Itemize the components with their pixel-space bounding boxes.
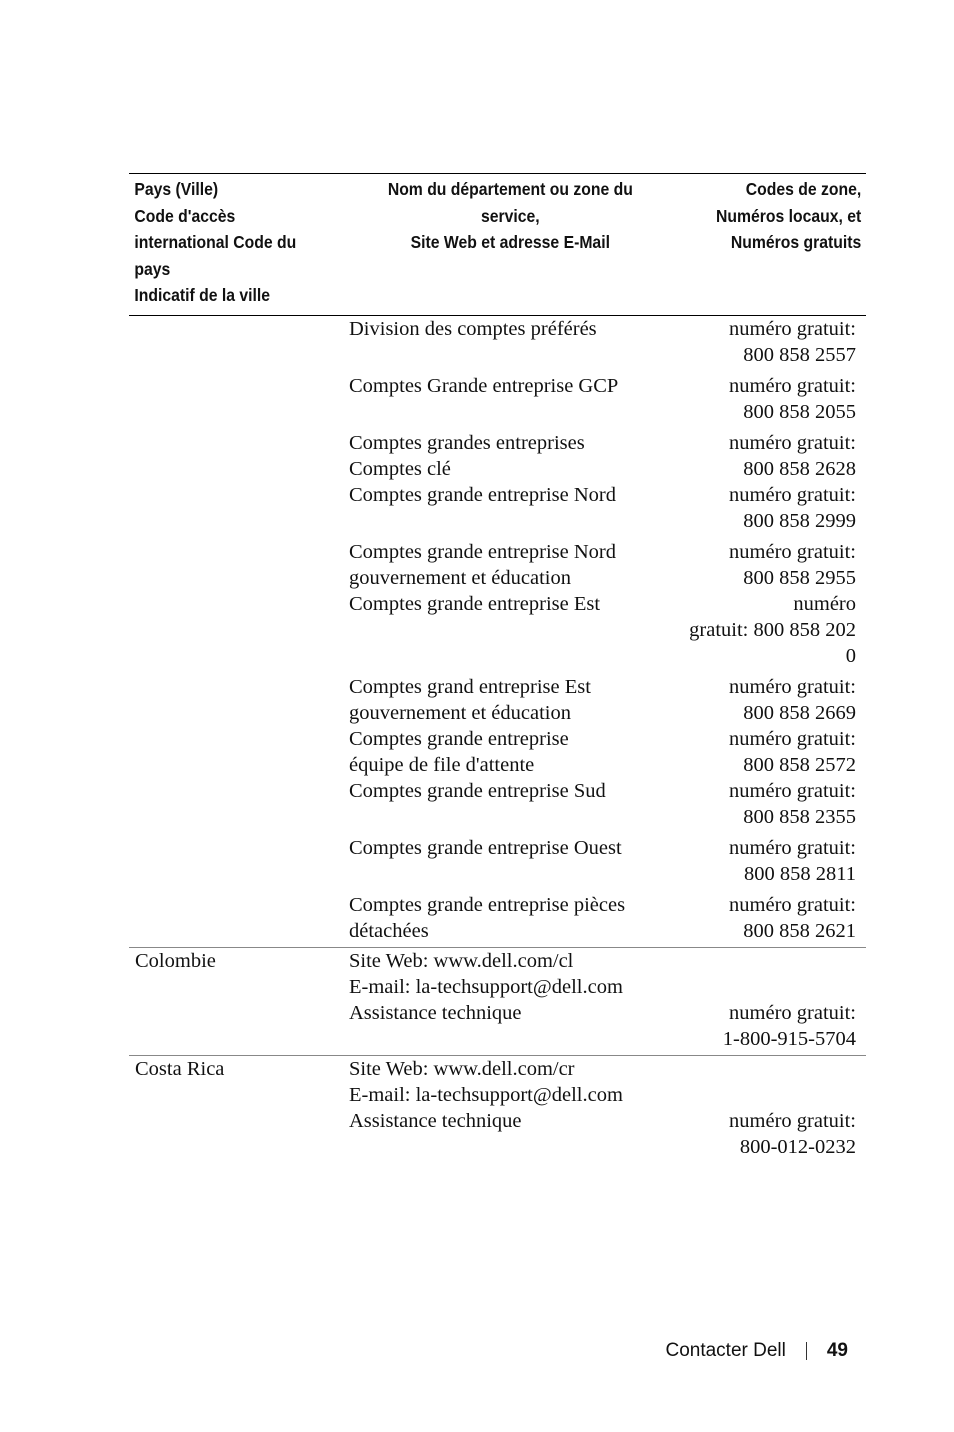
number-line: numéro gratuit:	[729, 483, 856, 506]
department-cell	[349, 373, 674, 425]
header-line: service,	[480, 205, 540, 226]
department-cell	[349, 1082, 674, 1108]
number-line: numéro gratuit:	[729, 1001, 856, 1024]
header-line: Indicatif de la ville	[134, 285, 271, 305]
department-line: Comptes grande entreprise Est	[349, 592, 601, 615]
department-line: Site Web: www.dell.com/cl	[349, 949, 574, 972]
number-line: numéro gratuit:	[729, 374, 856, 397]
number-line: 0	[845, 644, 856, 667]
department-cell	[349, 316, 674, 368]
table-row	[129, 892, 866, 944]
number-line: 800 858 2999	[743, 509, 856, 532]
table-row	[129, 1056, 866, 1082]
country-section	[129, 316, 866, 948]
country-cell	[129, 316, 349, 368]
table-row	[129, 1082, 866, 1108]
country-cell	[129, 591, 349, 669]
department-line: Comptes grande entreprise	[349, 727, 569, 750]
table-header	[129, 174, 866, 316]
number-line: numéro gratuit:	[729, 1109, 856, 1132]
country-cell	[129, 1000, 349, 1052]
number-line: 800 858 2811	[744, 862, 856, 885]
number-cell	[674, 726, 866, 778]
department-cell	[349, 482, 674, 534]
number-cell	[674, 316, 866, 368]
number-cell	[674, 948, 866, 974]
number-cell	[674, 482, 866, 534]
department-cell	[349, 539, 674, 591]
number-cell	[674, 1108, 866, 1160]
country-cell	[129, 974, 349, 1000]
table-row	[129, 778, 866, 830]
department-line: E-mail: la-techsupport@dell.com	[349, 1083, 623, 1106]
number-cell	[674, 835, 866, 887]
page-footer	[665, 1337, 848, 1365]
table-row	[129, 948, 866, 974]
number-line: 800 858 2955	[743, 566, 856, 589]
department-line: Division des comptes préférés	[349, 317, 597, 340]
department-cell	[349, 591, 674, 669]
table-row	[129, 726, 866, 778]
table-row	[129, 974, 866, 1000]
department-line: Comptes grande entreprise Nord	[349, 540, 616, 563]
department-line: Comptes grandes entreprises	[349, 431, 585, 454]
country-cell	[129, 726, 349, 778]
country-cell: Costa Rica	[135, 1057, 225, 1080]
header-department	[356, 176, 664, 309]
number-cell	[674, 1056, 866, 1082]
number-cell	[674, 1082, 866, 1108]
number-line: numéro gratuit:	[729, 675, 856, 698]
department-line: Comptes Grande entreprise GCP	[349, 374, 619, 397]
table-row	[129, 674, 866, 726]
department-cell	[349, 974, 674, 1000]
country-section	[129, 948, 866, 1056]
table-row	[129, 430, 866, 482]
number-line: 800 858 2055	[743, 400, 856, 423]
department-cell	[349, 778, 674, 830]
department-line: Assistance technique	[349, 1109, 522, 1132]
number-cell	[674, 778, 866, 830]
number-cell	[674, 373, 866, 425]
number-cell	[674, 974, 866, 1000]
contact-table	[129, 173, 866, 1163]
number-line: numéro gratuit:	[729, 540, 856, 563]
department-cell	[349, 835, 674, 887]
table-row	[129, 1108, 866, 1160]
department-line: Site Web: www.dell.com/cr	[349, 1057, 575, 1080]
header-line: Numéros gratuits	[731, 232, 862, 252]
country-cell	[129, 539, 349, 591]
table-row	[129, 591, 866, 669]
country-cell	[129, 778, 349, 830]
country-cell	[129, 430, 349, 482]
table-row	[129, 835, 866, 887]
department-cell	[349, 1108, 674, 1160]
country-cell	[129, 892, 349, 944]
number-line: 800-012-0232	[739, 1135, 856, 1158]
table-row	[129, 539, 866, 591]
country-cell	[129, 835, 349, 887]
footer-label: Contacter Dell	[665, 1340, 786, 1361]
header-line: international Code du	[134, 232, 297, 252]
department-line: détachées	[349, 919, 429, 942]
table-body	[129, 316, 866, 1163]
number-line: gratuit: 800 858 202	[689, 618, 856, 641]
number-line: 800 858 2669	[743, 701, 856, 724]
number-cell	[674, 539, 866, 591]
header-line: Site Web et adresse E-Mail	[410, 232, 610, 252]
number-cell	[674, 892, 866, 944]
country-cell: Colombie	[135, 949, 216, 972]
number-line: 800 858 2621	[743, 919, 856, 942]
number-line: 1-800-915-5704	[722, 1027, 856, 1050]
table-row	[129, 482, 866, 534]
number-line: numéro gratuit:	[729, 431, 856, 454]
department-line: équipe de file d'attente	[349, 753, 535, 776]
department-cell	[349, 892, 674, 944]
country-section	[129, 1056, 866, 1163]
table-row	[129, 373, 866, 425]
department-cell	[349, 1000, 674, 1052]
department-line: Comptes grande entreprise Ouest	[349, 836, 622, 859]
header-line: Code d'accès	[134, 205, 236, 226]
header-line: Numéros locaux, et	[716, 205, 862, 226]
number-line: numéro gratuit:	[729, 836, 856, 859]
number-cell	[674, 1000, 866, 1052]
number-cell	[674, 674, 866, 726]
department-cell	[349, 1056, 674, 1082]
number-line: numéro gratuit:	[729, 893, 856, 916]
department-cell	[349, 430, 674, 482]
country-cell	[129, 373, 349, 425]
country-cell	[129, 674, 349, 726]
department-line: Comptes grand entreprise Est	[349, 675, 591, 698]
department-cell	[349, 948, 674, 974]
table-row	[129, 1000, 866, 1052]
footer-separator	[806, 1342, 807, 1360]
header-line: Pays (Ville)	[134, 179, 219, 199]
number-line: numéro gratuit:	[729, 779, 856, 802]
header-line: Codes de zone,	[745, 179, 862, 199]
number-line: 800 858 2355	[743, 805, 856, 828]
department-line: Comptes grande entreprise Nord	[349, 483, 616, 506]
page-number: 49	[826, 1340, 848, 1361]
department-line: Comptes clé	[349, 457, 451, 480]
number-line: 800 858 2628	[743, 457, 856, 480]
header-numbers	[700, 176, 866, 309]
department-line: E-mail: la-techsupport@dell.com	[349, 975, 623, 998]
header-line: pays	[134, 258, 171, 279]
department-line: gouvernement et éducation	[349, 701, 571, 724]
country-cell	[129, 1082, 349, 1108]
department-cell	[349, 674, 674, 726]
number-line: 800 858 2557	[743, 343, 856, 366]
number-line: 800 858 2572	[743, 753, 856, 776]
header-line: Nom du département ou zone du	[387, 179, 633, 199]
department-cell	[349, 726, 674, 778]
number-line: numéro	[793, 592, 856, 615]
department-line: Comptes grande entreprise pièces	[349, 893, 626, 916]
department-line: Assistance technique	[349, 1001, 522, 1024]
department-line: Comptes grande entreprise Sud	[349, 779, 606, 802]
table-row	[129, 316, 866, 368]
number-line: numéro gratuit:	[729, 727, 856, 750]
number-cell	[674, 591, 866, 669]
header-country	[129, 176, 318, 309]
number-line: numéro gratuit:	[729, 317, 856, 340]
number-cell	[674, 430, 866, 482]
country-cell	[129, 482, 349, 534]
country-cell	[129, 1108, 349, 1160]
department-line: gouvernement et éducation	[349, 566, 571, 589]
